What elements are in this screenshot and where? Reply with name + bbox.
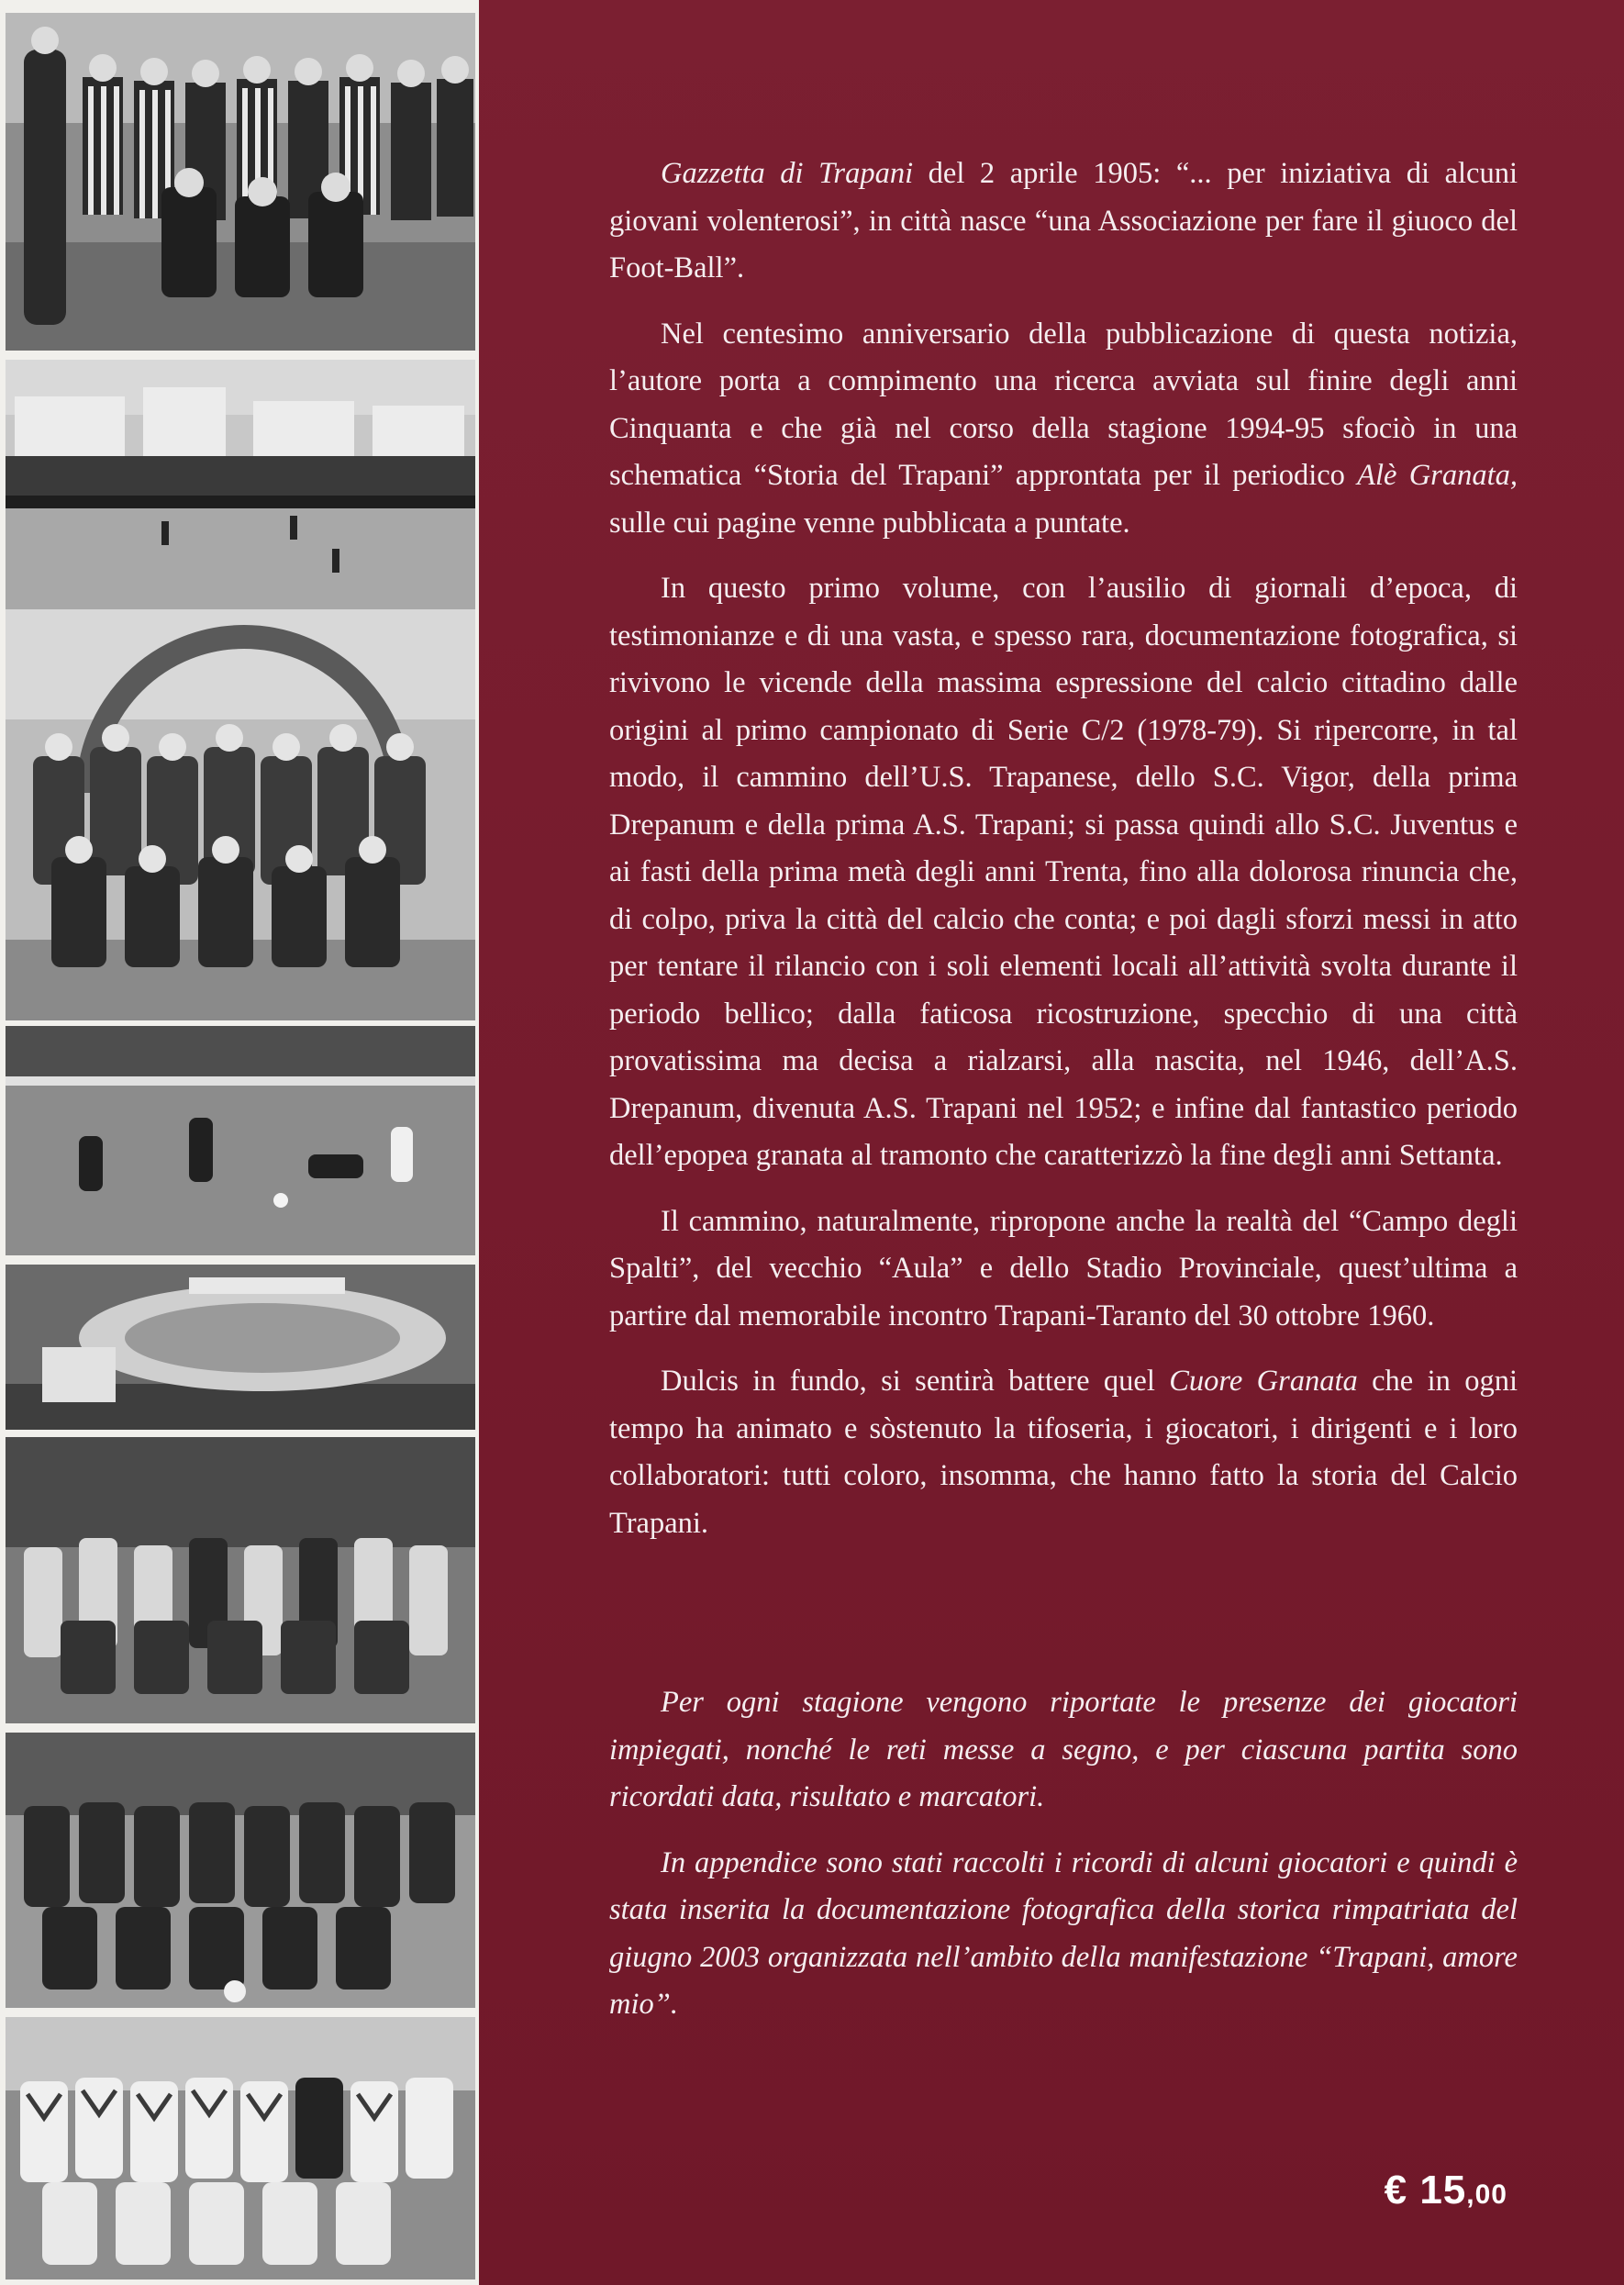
italic-paragraph-2: In appendice sono stati raccolti i ricordi di alcuni giocatori e quindi è stata inserita la documentazione fotografica della storica rimpatriata del giugno 2003 organizzata nell’ambito della manifestazione “Trapani, amore mio”. [609, 1845, 1518, 2021]
team-photo-1970s-dark-kits-icon [6, 1733, 475, 2008]
paragraph-4: Il cammino, naturalmente, ripropone anche la realtà del “Campo degli Spalti”, del vecchio “Aula” e dello Stadio Provinciale, quest’ultima a partire dal memorabile incontro Trapani-Taranto del 30 ottobre 1960. [609, 1204, 1518, 1332]
paragraph-2: Nel centesimo anniversario della pubblicazione di questa notizia, l’autore porta a compimento una ricerca avviata sul finire degli anni Cinquanta e che già nel corso della stagione 1994-95 sfociò in una schematica “Storia del Trapani” approntata per il periodico Alè Granata, sulle cui pagine venne pubblicata a puntate. [609, 317, 1518, 540]
paragraph-1: Gazzetta di Trapani del 2 aprile 1905: “... per iniziativa di alcuni giovani volenterosi”, in città nasce “una Associazione per fare il giuoco del Foot-Ball”. [609, 157, 1518, 284]
team-photo-dark-kits-arch-icon [6, 609, 475, 1020]
paragraph-5: Dulcis in fundo, si sentirà battere quel Cuore Granata che in ogni tempo ha animato e sòstenuto la tifoseria, i giocatori, i dirigenti e i loro collaboratori: tutti coloro, insomma, che hanno fatto la storia del Calcio Trapani. [609, 1365, 1518, 1540]
italic-notes [609, 1679, 1518, 2047]
italic-paragraph-1: Per ogni stagione vengono riportate le presenze dei giocatori impiegati, nonché le reti messe a segno, e per ciascuna partita sono ricordati data, risultato e marcatori. [609, 1686, 1518, 1813]
newspaper-title: Gazzetta di Trapani [661, 157, 914, 190]
periodical-title: Alè Granata, [1357, 459, 1518, 492]
stadium-model-icon [6, 1265, 475, 1430]
photo-strip [0, 0, 479, 2285]
description-text [609, 150, 1518, 1566]
paragraph-3: In questo primo volume, con l’ausilio di giornali d’epoca, di testimonianze e di una vasta, e spesso rara, documentazione fotografica, si rivivono le vicende della massima espressione del calcio cittadino dalle origini al primo campionato di Serie C/2 (1978-79). Si ripercorre, in tal modo, il cammino dell’U.S. Trapanese, dello S.C. Vigor, della prima Drepanum e della prima A.S. Trapani; si passa quindi allo S.C. Juventus e ai fasti della prima metà degli anni Trenta, fino alla dolorosa rinuncia che, di colpo, priva la città del calcio che conta; e poi dagli sforzi messi in atto per tentare il rilancio con i soli elementi locali all’attività svolta durante il periodo bellico; dalla faticosa ricostruzione, specchio di una città provatissima ma decisa a rialzarsi, alla nascita, nel 1946, dell’A.S. Drepanum, divenuta A.S. Trapani nel 1952; e infine dal fantastico periodo dell’epopea granata al tramonto che caratterizzò la fine degli anni Settanta. [609, 572, 1518, 1172]
cuore-granata: Cuore Granata [1169, 1365, 1358, 1398]
match-action-goalkeeper-icon [6, 1026, 475, 1255]
euro-symbol: € [1384, 2168, 1408, 2213]
team-photo-white-v-kits-icon [6, 2017, 475, 2279]
price-label [1385, 2168, 1507, 2213]
old-pitch-town-view-icon [6, 360, 475, 619]
team-photo-striped-kits-icon [6, 13, 475, 351]
team-photo-crowd-1970s-icon [6, 1437, 475, 1723]
price-units: 15 [1419, 2168, 1467, 2213]
price-cents: ,00 [1466, 2179, 1507, 2210]
